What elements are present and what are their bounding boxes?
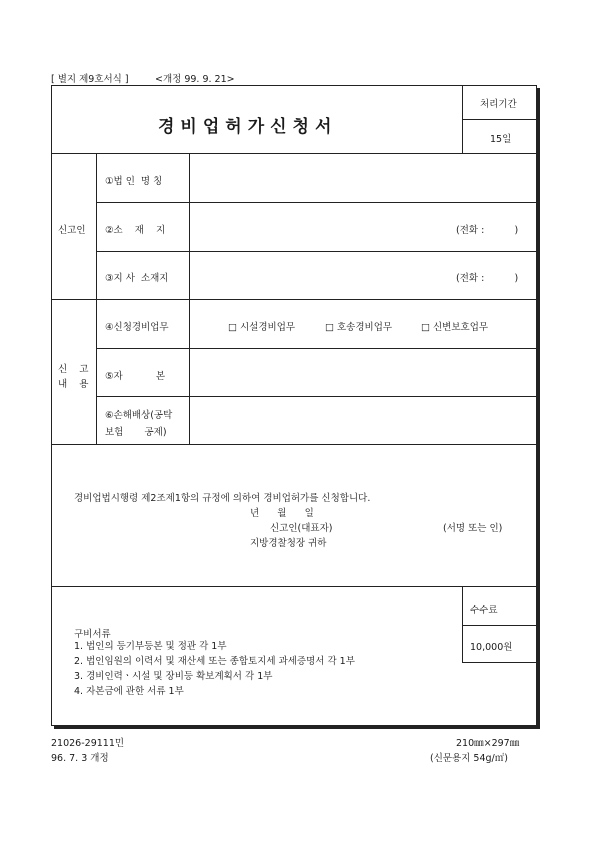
content-section-label-2: 내 용	[58, 379, 89, 390]
address-field[interactable]	[191, 204, 451, 250]
declaration-signature: (서명 또는 인)	[443, 523, 503, 534]
branch-address-field[interactable]	[191, 253, 451, 298]
rule-row5	[96, 396, 537, 397]
footer-code: 21026-29111민	[51, 738, 125, 749]
address-label: ②소 재 지	[105, 225, 166, 236]
company-name-field[interactable]	[191, 155, 535, 201]
footer-date: 96. 7. 3 개정	[51, 753, 109, 764]
footer-paper: (신문용지 54g/㎡)	[430, 753, 508, 764]
branch-address-label: ③지 사 소재지	[105, 273, 169, 284]
document-item: 2. 법인임원의 이력서 및 재산세 또는 종합토지세 과세증명서 각 1부	[74, 656, 355, 667]
rule-row2	[96, 251, 537, 252]
insurance-label-1: ⑥손해배상(공탁	[105, 410, 173, 421]
rule-row4	[96, 348, 537, 349]
duty-option-escort[interactable]: □ 호송경비업무	[325, 322, 393, 333]
rule-label-divider	[189, 153, 190, 444]
insurance-label-2: 보험 공제)	[105, 427, 167, 438]
rule-section-divider	[96, 153, 97, 444]
rule-fee-bottom	[462, 662, 537, 663]
fee-value: 10,000원	[470, 642, 513, 653]
revision-note: <개정 99. 9. 21>	[155, 74, 235, 85]
footer-size: 210㎜×297㎜	[456, 738, 520, 749]
processing-value: 15일	[490, 134, 512, 145]
document-item: 4. 자본금에 관한 서류 1부	[74, 686, 184, 697]
duty-label: ④신청경비업무	[105, 322, 169, 333]
insurance-field[interactable]	[191, 398, 535, 443]
declaration-applicant: 신고인(대표자)	[270, 523, 333, 534]
fee-label: 수수료	[470, 605, 498, 616]
document-item: 3. 경비인력ㆍ시설 및 장비등 확보계획서 각 1부	[74, 671, 273, 682]
form-number: [ 별지 제9호서식 ]	[51, 74, 129, 85]
rule-content-bottom	[51, 444, 537, 445]
rule-declaration-bottom	[51, 586, 537, 587]
duty-option-facility[interactable]: □ 시설경비업무	[228, 322, 296, 333]
company-name-label: ①법 인 명 칭	[105, 176, 163, 187]
duty-option-bodyguard[interactable]: □ 신변보호업무	[421, 322, 489, 333]
frame-shadow-bottom	[54, 726, 540, 729]
page-title: 경비업허가신청서	[158, 117, 338, 137]
rule-processing-divider	[462, 85, 463, 153]
declaration-text: 경비업법시행령 제2조제1항의 규정에 의하여 경비업허가를 신청합니다.	[74, 493, 371, 504]
rule-title-bottom	[51, 153, 537, 154]
branch-phone: (전화 : )	[456, 273, 519, 284]
capital-label: ⑤자 본	[105, 371, 166, 382]
processing-label: 처리기간	[480, 99, 517, 110]
rule-fee	[462, 625, 537, 626]
rule-fee-divider	[462, 586, 463, 662]
applicant-section-label: 신고인	[58, 225, 86, 236]
document-item: 1. 법인의 등기부등본 및 정관 각 1부	[74, 641, 227, 652]
frame-shadow-right	[537, 88, 540, 729]
rule-row1	[96, 202, 537, 203]
documents-heading: 구비서류	[74, 629, 111, 640]
capital-field[interactable]	[191, 350, 535, 395]
content-section-label-1: 신 고	[58, 364, 89, 375]
address-phone: (전화 : )	[456, 225, 519, 236]
rule-processing	[462, 119, 537, 120]
rule-applicant-bottom	[51, 299, 537, 300]
declaration-recipient: 지방경찰청장 귀하	[250, 538, 327, 549]
declaration-date: 년 월 일	[250, 508, 314, 519]
